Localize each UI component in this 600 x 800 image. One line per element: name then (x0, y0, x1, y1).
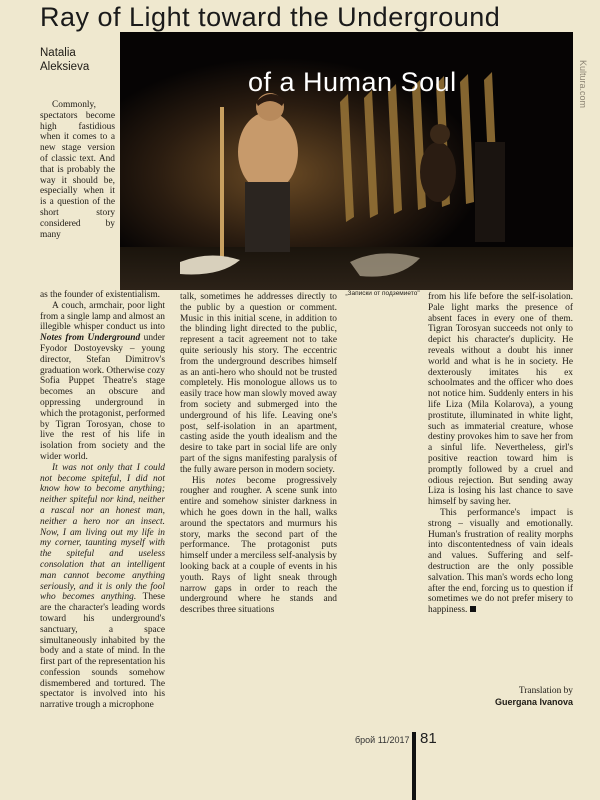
end-mark-icon (470, 606, 476, 612)
author-byline (40, 46, 110, 74)
page-number: 81 (420, 730, 437, 747)
paragraph-quote (40, 463, 165, 711)
text-run: These are the character's leading words toward his underground's sanctuary, a space simultaneously inhabited by the body and a state of mind. In the first part of the representation his confession sounds somehow dismembered and tortured. The spectator is involved into his narrative trough a microphone (40, 592, 165, 711)
paragraph-life: from his life before the self-isolation. Pale light marks the presence of absent faces in every one of them. Tigran Torosyan succeeds not only to depict his character's duplicity. He reveals without a doubt his inner world and what is he in society. He dexterously imitates his ex schoolmates and the officer who does not notice him. Suddenly enters in his life Liza (Mila Kolarova), a young prostitute, illuminated in white light, such as immaterial creature, whose destiny provokes him to save her from a sinful life. Nevertheless, girl's positive reaction toward him is promptly followed by a cruel and odious rejection. But sending away Liza is losing his last chance to save himself by saving her. (428, 292, 573, 508)
column-right (428, 292, 573, 616)
paragraph-talk: talk, sometimes he addresses directly to the public by a question or comment. Music in this initial scene, in addition to the blinding light directed to the public, represent a tacit agreement not to take quite seriously his story. The eccentric from the underground describes himself as an anti-hero who should not be trusted completely. His monologue allows us to easily trace how man slowly moved away from society and submerged into the underground of his life. Leaving one's post, self-isolation in an apartment, casting aside the youth idealism and the desire to take part in social life are only part of the signs manifesting paralysis of the fully aware person in modern society. (180, 292, 337, 475)
text-run: His (192, 475, 216, 486)
stage-photo (120, 32, 573, 290)
paragraph-couch (40, 301, 165, 463)
translator-name: Guergana Ivanova (494, 697, 573, 707)
column-middle (180, 292, 337, 616)
emphasis-notes: notes (215, 475, 236, 486)
photo-caption: „Записки от подземието" (345, 290, 420, 297)
column-left (40, 290, 165, 711)
column-intro (40, 100, 115, 240)
work-title: Notes from Underground (40, 333, 141, 344)
intro-continuation: as the founder of existentialism. (40, 290, 161, 300)
translation-credit (428, 686, 573, 708)
credit-label: Translation by (518, 686, 573, 696)
author-first-name: Natalia (40, 47, 76, 59)
author-last-name: Aleksieva (40, 61, 90, 73)
text-run: become progressively rougher and rougher. A scene sunk into entire and somehow sinister darkness in which he goes down in the hall, walks around the spectators and murmurs his story, marks the second part of the performance. The protagonist puts himself under a merciless self-analysis by looking back at a couple of events in his youth. Rays of light sneak through narrow gaps in order to reach the underground where he stands and describes three situations (180, 475, 337, 616)
intro-paragraph: Commonly, spectators become high fastidious when it comes to a new stage version of classic text. And that is probably the way it should be, especially when it is a question of the short story considered by many (40, 100, 115, 240)
site-watermark: Kultura.com (578, 60, 588, 109)
text-run: This performance's impact is strong – visually and emotionally. Human's frustration of reality morphs into discontentedness of vain ideals and values. Suffering and self-destruction are the only possible salvation. This man's words echo long after the end, forcing us to question if sometimes we do not prefer misery to happiness. (428, 507, 573, 616)
paragraph-notes (180, 476, 337, 616)
issue-label: брой 11/2017 (355, 735, 410, 745)
text-run: under Fyodor Dostoyevsky – young director, Stefan Dimitrov's graduation work. Otherwise cozy Sofia Puppet Theatre's stage becomes an obscure and oppressing underground in which the protagonist, performed by Tigran Torosyan, chose to live the rest of his life in isolation from society and the wider world. (40, 333, 165, 462)
page-bar-divider (412, 732, 416, 800)
article-title-line1: Ray of Light toward the Underground (40, 2, 501, 32)
dostoyevsky-quote: It was not only that I could not become spiteful, I did not know how to become anything; neither spiteful nor kind, neither a rascal nor an honest man, neither a hero nor an insect. Now, I am living out my life in my corner, taunting myself with the spiteful and useless consolation that an intelligent man cannot become anything seriously, and it is only the fool who becomes anything. (40, 462, 165, 603)
article-title-line2: of a Human Soul (248, 67, 457, 97)
paragraph-impact (428, 508, 573, 616)
text-run: A couch, armchair, poor light from a single lamp and almost an illegible whisper conduct us into (40, 300, 165, 333)
